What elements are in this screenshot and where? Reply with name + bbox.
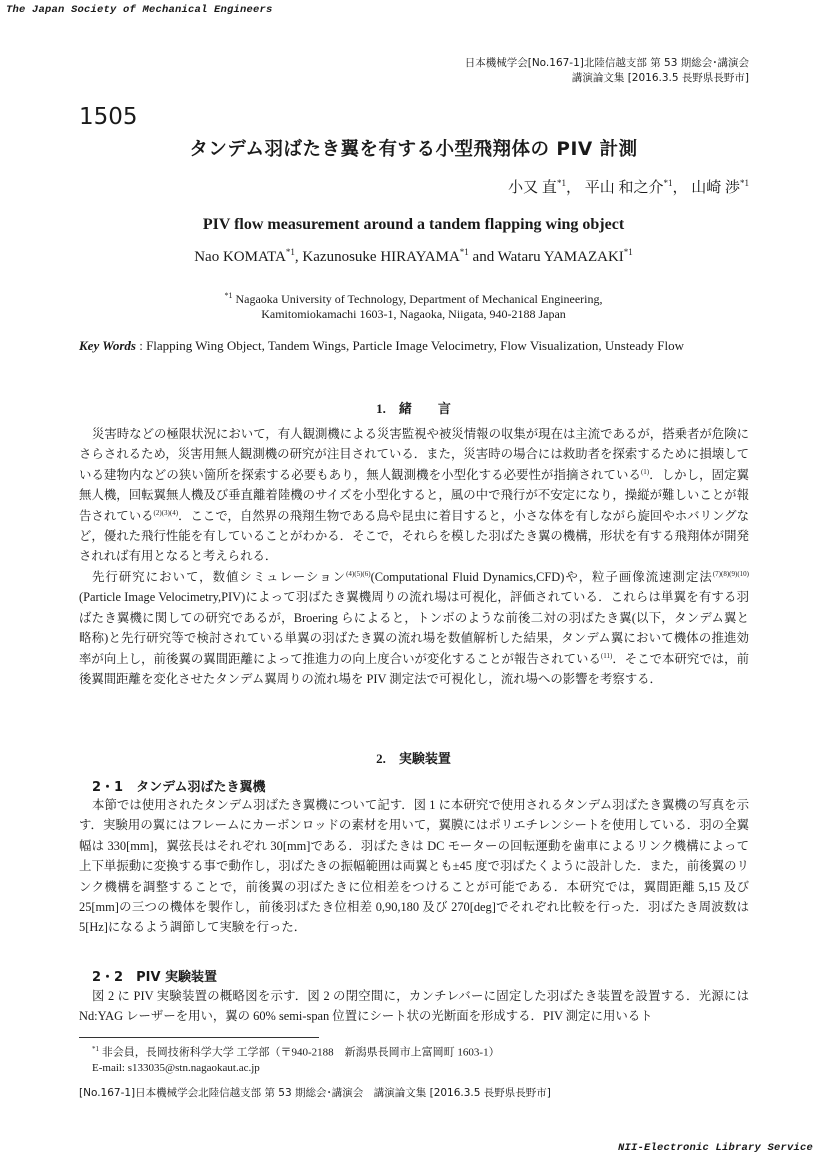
section-2-heading: 2. 実験装置: [376, 751, 451, 766]
society-masthead: The Japan Society of Mechanical Engineers: [6, 4, 273, 16]
section-1-heading: 1. 緒 言: [376, 401, 451, 416]
author-ja-3-mark: *1: [740, 178, 749, 188]
footnote-mark: *1: [92, 1045, 99, 1053]
author-ja-1-mark: *1: [556, 178, 566, 188]
footnote-line-1: 非会員，長岡技術科学大学 工学部（〒940-2188 新潟県長岡市上富岡町 1603-1）: [101, 1046, 500, 1059]
keywords: [79, 338, 684, 354]
footnote: [92, 1042, 500, 1076]
author-en-1: Nao KOMATA: [194, 249, 286, 265]
author-ja-2: 平山 和之介: [584, 180, 664, 196]
section-2-1-paragraph: 本節では使用されたタンデム羽ばたき翼機について記す．図 1 に本研究で使用されるタンデム羽ばたき翼機の写真を示す．実験用の翼にはフレームにカーボンロッドの素材を用いて，翼膜にはポリエチレンシートを使用している．羽の全翼幅は 330[mm]，翼弦長はそれぞれ 30[mm]である．羽ばたきは DC モーターの回転運動を歯車によるリンク機構によって上下単振動に変換する事で動作し，羽ばたきの振幅範囲は両翼とも±45 度で羽ばたくように設計した．また，前後翼のリンク機構を調整することで，前後翼の羽ばたきに位相差をつけることが可能である．本研究では，翼間距離 5,15 及び 25[mm]の三つの機体を製作し，前後羽ばたき位相差 0,90,180 及び 270[deg]でそれぞれ比較を行った．羽ばたき周波数は 5[Hz]になるよう調節して実験を行った．: [79, 798, 749, 935]
header-line-2: 講演論文集 [2016.3.5 長野県長野市]: [571, 72, 749, 84]
authors-japanese: 小又 直$^{*1}$， 平山 和之介$^{*1}$， 山崎 渉$^{*1}$: [508, 178, 749, 196]
section-2-2-heading: 2・2 PIV 実験装置: [92, 970, 218, 985]
author-en-3: Wataru YAMAZAKI: [497, 249, 624, 265]
section-1-paragraph-1: 災害時などの極限状況において，有人観測機による災害監視や被災情報の収集が現在は主流であるが，搭乗者が危険にさらされるため，災害用無人観測機の研究が注目されている．また，災害時の場合には救助者を探索するために損壊している建物内などの狭い箇所を探索する必要もあり，無人観測機を小型化する必要性が指摘されている$^{(1)}$．しかし，固定翼無人機，回転翼無人機及び垂直離着陸機のサイズを小型化すると，風の中で飛行が不安定になり，操縦が難しいことが報告されている$^{(2)(3)(4)}$．ここで，自然界の飛翔生物である鳥や昆虫に着目すると，小さな体を有しながら旋回やホバリングなど，優れた飛行性能を有していることがわかる．そこで，それらを模した羽ばたき翼の機構，形状を有する飛翔体が開発されれば有用となると考えられる．: [79, 427, 750, 564]
author-ja-3: 山崎 渉: [691, 180, 740, 196]
affiliation: [0, 288, 827, 322]
footnote-line-2: E-mail: s133035@stn.nagaokaut.ac.jp: [92, 1061, 260, 1074]
author-en-1-mark: *1: [285, 247, 295, 257]
page-footer: [No.167-1]日本機械学会北陸信越支部 第 53 期総会･講演会 講演論文集 [2016.3.5 長野県長野市]: [79, 1087, 551, 1099]
title-japanese: タンデム羽ばたき翼を有する小型飛翔体の PIV 計測: [189, 139, 638, 160]
authors-english: Nao KOMATA$^{*1}$, Kazunosuke HIRAYAMA$^{*1}$ and Wataru YAMAZAKI$^{*1}$: [194, 247, 633, 265]
author-en-3-mark: *1: [623, 247, 633, 257]
keywords-label: Key Words: [79, 338, 136, 353]
proceedings-header: [465, 56, 749, 86]
affiliation-line-2: Kamitomiokamachi 1603-1, Nagaoka, Niigata, 940-2188 Japan: [261, 307, 566, 321]
section-2-1-heading: 2・1 タンデム羽ばたき翼機: [92, 780, 266, 795]
affiliation-mark: *1: [224, 291, 233, 300]
paper-number: 1505: [79, 104, 138, 130]
section-2-2-paragraph: 図 2 に PIV 実験装置の概略図を示す．図 2 の閉空間に，カンチレバーに固定した羽ばたき装置を設置する．光源には Nd:YAG レーザーを用い，翼の 60% semi-span 位置にシート状の光断面を形成する．PIV 測定に用いるト: [79, 989, 749, 1024]
library-masthead: NII-Electronic Library Service: [617, 1142, 813, 1154]
section-1-paragraph-2: 先行研究において，数値シミュレーション$^{(4)(5)(6)}$(Computational Fluid Dynamics,CFD)や，粒子画像流速測定法$^{(7)(8)(9)(10)}$(Particle Image Velocimetry,PIV)によって羽ばたき翼機周りの流れ場は可視化，評価されている．これらは単翼を有する羽ばたき翼機に関しての研究であるが，Broering らによると，トンボのような前後二対の羽ばたき翼(以下，タンデム翼と略称)と先行研究等で検討されている単翼の羽ばたき翼の流れ場を数値解析した結果，タンデム翼において機体の推進効率が向上し，前後翼の翼間距離によって推進力の向上度合いが変化することが報告されている$^{(11)}$．そこで本研究では，前後翼間距離を変化させたタンデム翼周りの流れ場を PIV 測定法で可視化し，流れ場への影響を考察する．: [79, 569, 750, 687]
footnote-divider: [79, 1037, 319, 1038]
header-line-1: 日本機械学会[No.167-1]北陸信越支部 第 53 期総会･講演会: [464, 57, 749, 69]
author-en-2-mark: *1: [459, 247, 469, 257]
author-ja-1: 小又 直: [508, 180, 557, 196]
keywords-list: : Flapping Wing Object, Tandem Wings, Particle Image Velocimetry, Flow Visualization, Unsteady Flow: [135, 338, 684, 353]
author-ja-2-mark: *1: [663, 178, 673, 188]
title-english: PIV flow measurement around a tandem flapping wing object: [202, 216, 625, 233]
affiliation-line-1: Nagaoka University of Technology, Department of Mechanical Engineering,: [235, 292, 603, 306]
author-en-2: Kazunosuke HIRAYAMA: [302, 249, 460, 265]
